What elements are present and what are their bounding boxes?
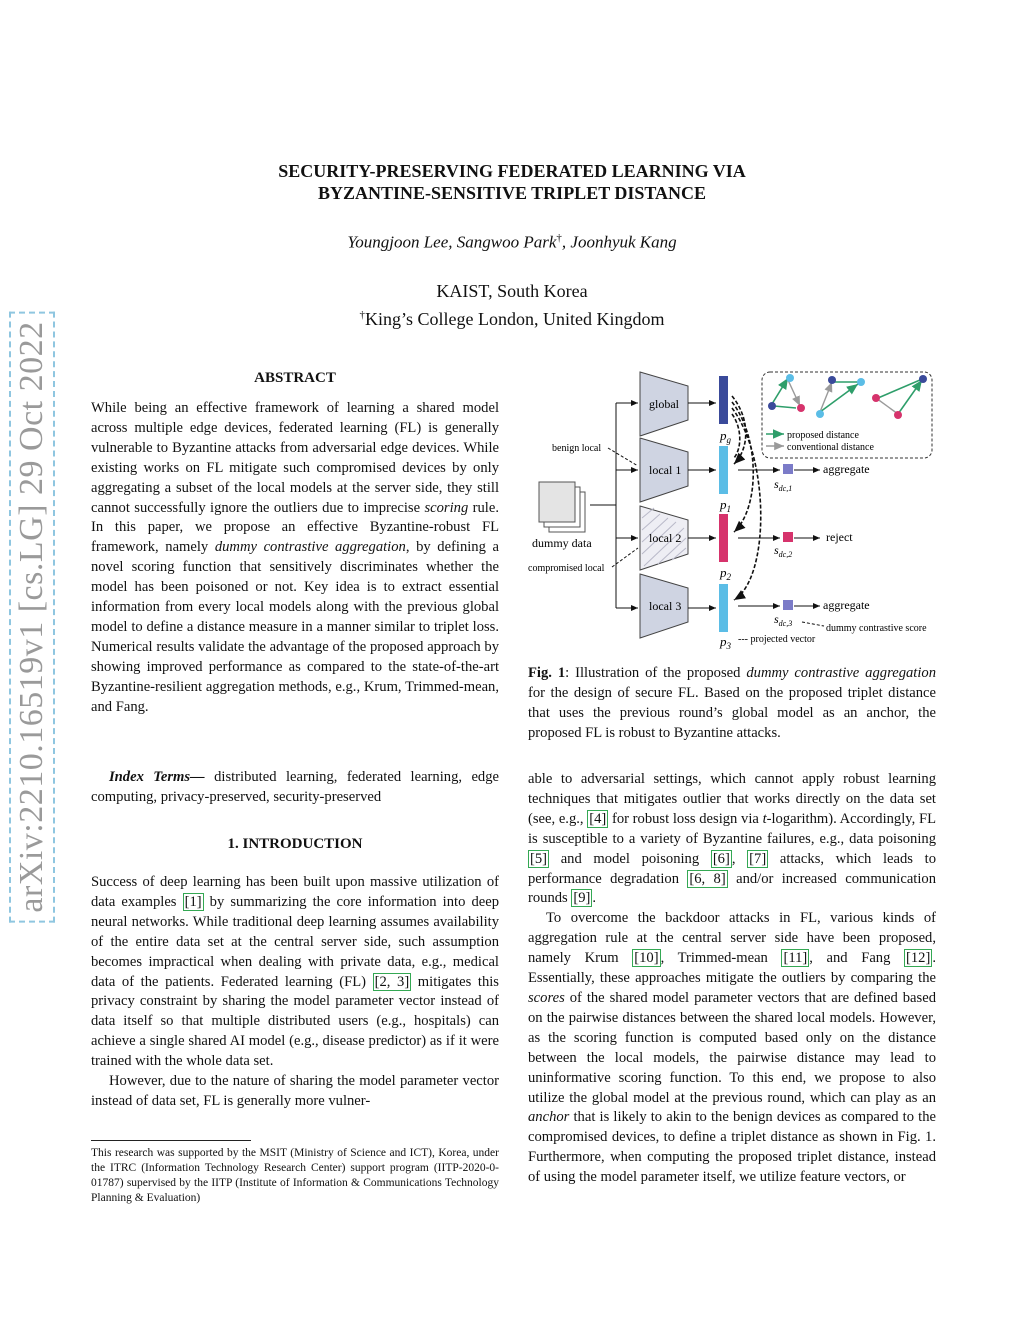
body-text: attacks, which leads to performance degradation [528,850,937,887]
caption-text-2: for the design of secure FL. Based on the proposed triplet distance that uses the previous round’s global model as an anchor, the proposed FL is robust to Byzantine attacks. [528,684,936,741]
figure-1 [528,368,938,658]
authors [120,232,904,253]
figure-caption [528,664,936,744]
projected-vector-label: --- projected vector [738,634,816,645]
body-text: -logarithm). Accordingly, FL is susceptible to a variety of Byzantine failures, e.g., data poisoning [528,810,936,847]
abstract-body [91,399,499,718]
score-3-square [783,600,793,610]
dagger-mark: † [556,232,562,244]
global-model-label: global [649,397,679,411]
index-terms-label: Index Terms— [109,769,205,785]
triplet-illustrations [768,374,927,419]
aggregate-1-label: aggregate [823,462,870,476]
citation-link[interactable]: [11] [783,950,808,967]
body-text: , [731,850,748,867]
intro-text: by summarizing the core information into deep neural networks. While traditional deep learning assumes availability of the entire data set at the central server side, such assumption becomes impractical when dealing with private data, e.g., medical data of the patients. Federated learning (FL) [91,893,500,990]
body-text: To overcome the backdoor attacks in FL, various kinds of aggregation rule at the central server side have been proposed, namely Krum [528,910,936,967]
score-2-square [783,532,793,542]
abstract-emphasis-2: dummy contrastive aggregation [214,539,406,556]
local-model-1-label: local 1 [649,463,682,477]
vector-3 [719,584,728,632]
funding-footnote: This research was supported by the MSIT (Ministry of Science and ICT), Korea, under the ITRC (Information Technology Research Center) support program (IITP-2020-0-01787) supervised by the IITP (Institute of Information & Communications Technology Planning & Evaluation) [91,1147,499,1204]
citation-link[interactable]: [12] [906,950,931,967]
citation-link[interactable]: [6, 8] [689,870,726,887]
abstract-text-3: , by defining a novel scoring function that sensitively discriminates whether the model has been poisoned or not. Key idea is to extract essential information from every local models along with the previous global model to define a distance measure in a manner similar to triplet loss. Numerical results validate the advantage of the proposed approach by showing improved performance as compared to the state-of-the-art Byzantine-resilient aggregation methods, e.g., Krum, Trimmed-mean, and Fang. [91,539,499,715]
body-text: , Trimmed-mean [660,950,782,967]
title-line-2: BYZANTINE-SENSITIVE TRIPLET DISTANCE [317,183,707,203]
intro-heading: 1. INTRODUCTION [227,836,363,852]
body-text: for robust loss design via [608,810,763,827]
reject-label: reject [826,530,853,544]
dagger-mark: † [359,309,365,321]
abstract-emphasis-1: scoring [424,499,469,516]
conventional-distance-label: conventional distance [787,442,874,453]
intro-paragraph-2: However, due to the nature of sharing the model parameter vector instead of data set, FL is generally more vulner- [91,1073,499,1109]
global-comparison-curves [732,396,761,600]
dummy-data-stack [539,482,585,532]
score-2-label: $s_{dc,2}$ [774,543,793,559]
compromised-local-label: compromised local [528,563,605,574]
abstract-heading: ABSTRACT [254,370,336,386]
citation-link[interactable]: [9] [573,890,591,907]
index-terms-text: distributed learning, federated learning, edge computing, privacy-preserved, security-preserved [91,769,499,805]
score-pointer [802,622,824,626]
benign-local-label: benign local [552,443,602,454]
caption-text-1: : Illustration of the proposed [565,665,747,681]
citation-link[interactable]: [1] [184,893,202,910]
affiliation-1: KAIST, South Korea [436,281,588,301]
body-text: , and Fang [809,950,905,967]
affiliations [120,279,904,331]
intro-text: Success of deep learning has been built upon massive utilization of data examples [91,874,499,910]
footnote-divider [91,1140,251,1141]
body-text: . Essentially, these approaches mitigate the outliers by comparing the [528,950,936,987]
citation-link[interactable]: [6] [712,850,730,867]
body-text: and model poisoning [549,850,711,867]
p1-label: $p_1$ [720,497,731,514]
citation-link[interactable]: [2, 3] [374,973,410,990]
caption-emphasis: dummy contrastive aggregation [746,665,936,681]
proposed-distance-label: proposed distance [787,430,859,441]
body-emphasis: anchor [528,1109,570,1126]
body-emphasis: scores [528,989,565,1006]
affiliation-2-text: King’s College London, United Kingdom [365,309,665,329]
body-text: and/or increased communication rounds [528,870,936,907]
figure-diagram [528,368,938,658]
abstract-text-2: rule. In this paper, we propose an effective Byzantine-robust FL framework, namely [91,499,499,556]
p3-label: $p_3$ [720,634,731,651]
abstract-text-1: While being an effective framework of learning a shared model across multiple edge devices, federated learning (FL) is generally vulnerable to Byzantine attacks from adversarial edge devices. While existing works on FL mitigate such compromised devices by only aggregating a subset of the local models at the server side, they still cannot successfully ignore the outliers due to imprecise [91,400,499,516]
global-vector [719,376,728,424]
body-text: that is likely to akin to the benign devices as compared to the compromised devices, to define a triplet distance as shown in Fig. 1. Furthermore, when computing the proposed triplet distance, instead of using the model parameter itself, we utilize feature vectors, or [528,1109,936,1186]
connector-lines [590,403,638,608]
paper-title [120,160,904,204]
dummy-data-label: dummy data [532,536,592,550]
pg-label: $p_g$ [720,428,731,445]
vector-1 [719,446,728,494]
citation-link[interactable]: [5] [530,850,548,867]
local-model-3-label: local 3 [649,599,682,613]
citation-link[interactable]: [4] [589,810,607,827]
intro-body [91,873,499,1112]
local-model-2-label: local 2 [649,531,682,545]
citation-link[interactable]: [7] [749,850,767,867]
author-names-a: Youngjoon Lee, Sangwoo Park [347,232,557,252]
body-text: able to adversarial settings, which cannot apply robust learning techniques that mitigates outlier that works directly on the data set (see, e.g., [528,771,936,827]
vector-2 [719,514,728,562]
arxiv-identifier[interactable]: arXiv:2210.16519v1 [cs.LG] 29 Oct 2022 [9,311,55,922]
benign-local-pointer [608,448,638,466]
right-column-body [528,770,936,1188]
author-names-b: , Joonhyuk Kang [561,232,677,252]
score-1-label: $s_{dc,1}$ [774,477,793,493]
affiliation-2 [120,303,904,331]
score-1-square [783,464,793,474]
index-terms [91,768,499,808]
body-emphasis: t [762,810,767,827]
citation-link[interactable]: [10] [634,950,659,967]
aggregate-3-label: aggregate [823,598,870,612]
caption-label: Fig. 1 [528,665,566,681]
score-3-label: $s_{dc,3}$ [774,612,793,628]
title-line-1: SECURITY-PRESERVING FEDERATED LEARNING VIA [278,161,746,181]
intro-text: mitigates this privacy constraint by sharing the model parameter vector instead of data itself so that multiple distributed users (e.g., hospitals) can achieve a single shared AI model (e.g., disease predictor) as if it were trained with the whole data set. [91,973,499,1070]
arxiv-stamp [12,322,52,912]
dummy-contrastive-score-label: dummy contrastive score [826,623,927,634]
p2-label: $p_2$ [720,565,731,582]
body-text: . [592,890,597,907]
model-to-vector-arrows [688,403,716,608]
body-text: of the shared model parameter vectors that are defined based on the pairwise distances between the shared local models. However, as the scoring function is computed based only on the distance between the local models, the pairwise distance may lead to uninformative scoring function. To this end, we propose to also utilize the global model at the previous round, which can play as an [528,989,936,1106]
